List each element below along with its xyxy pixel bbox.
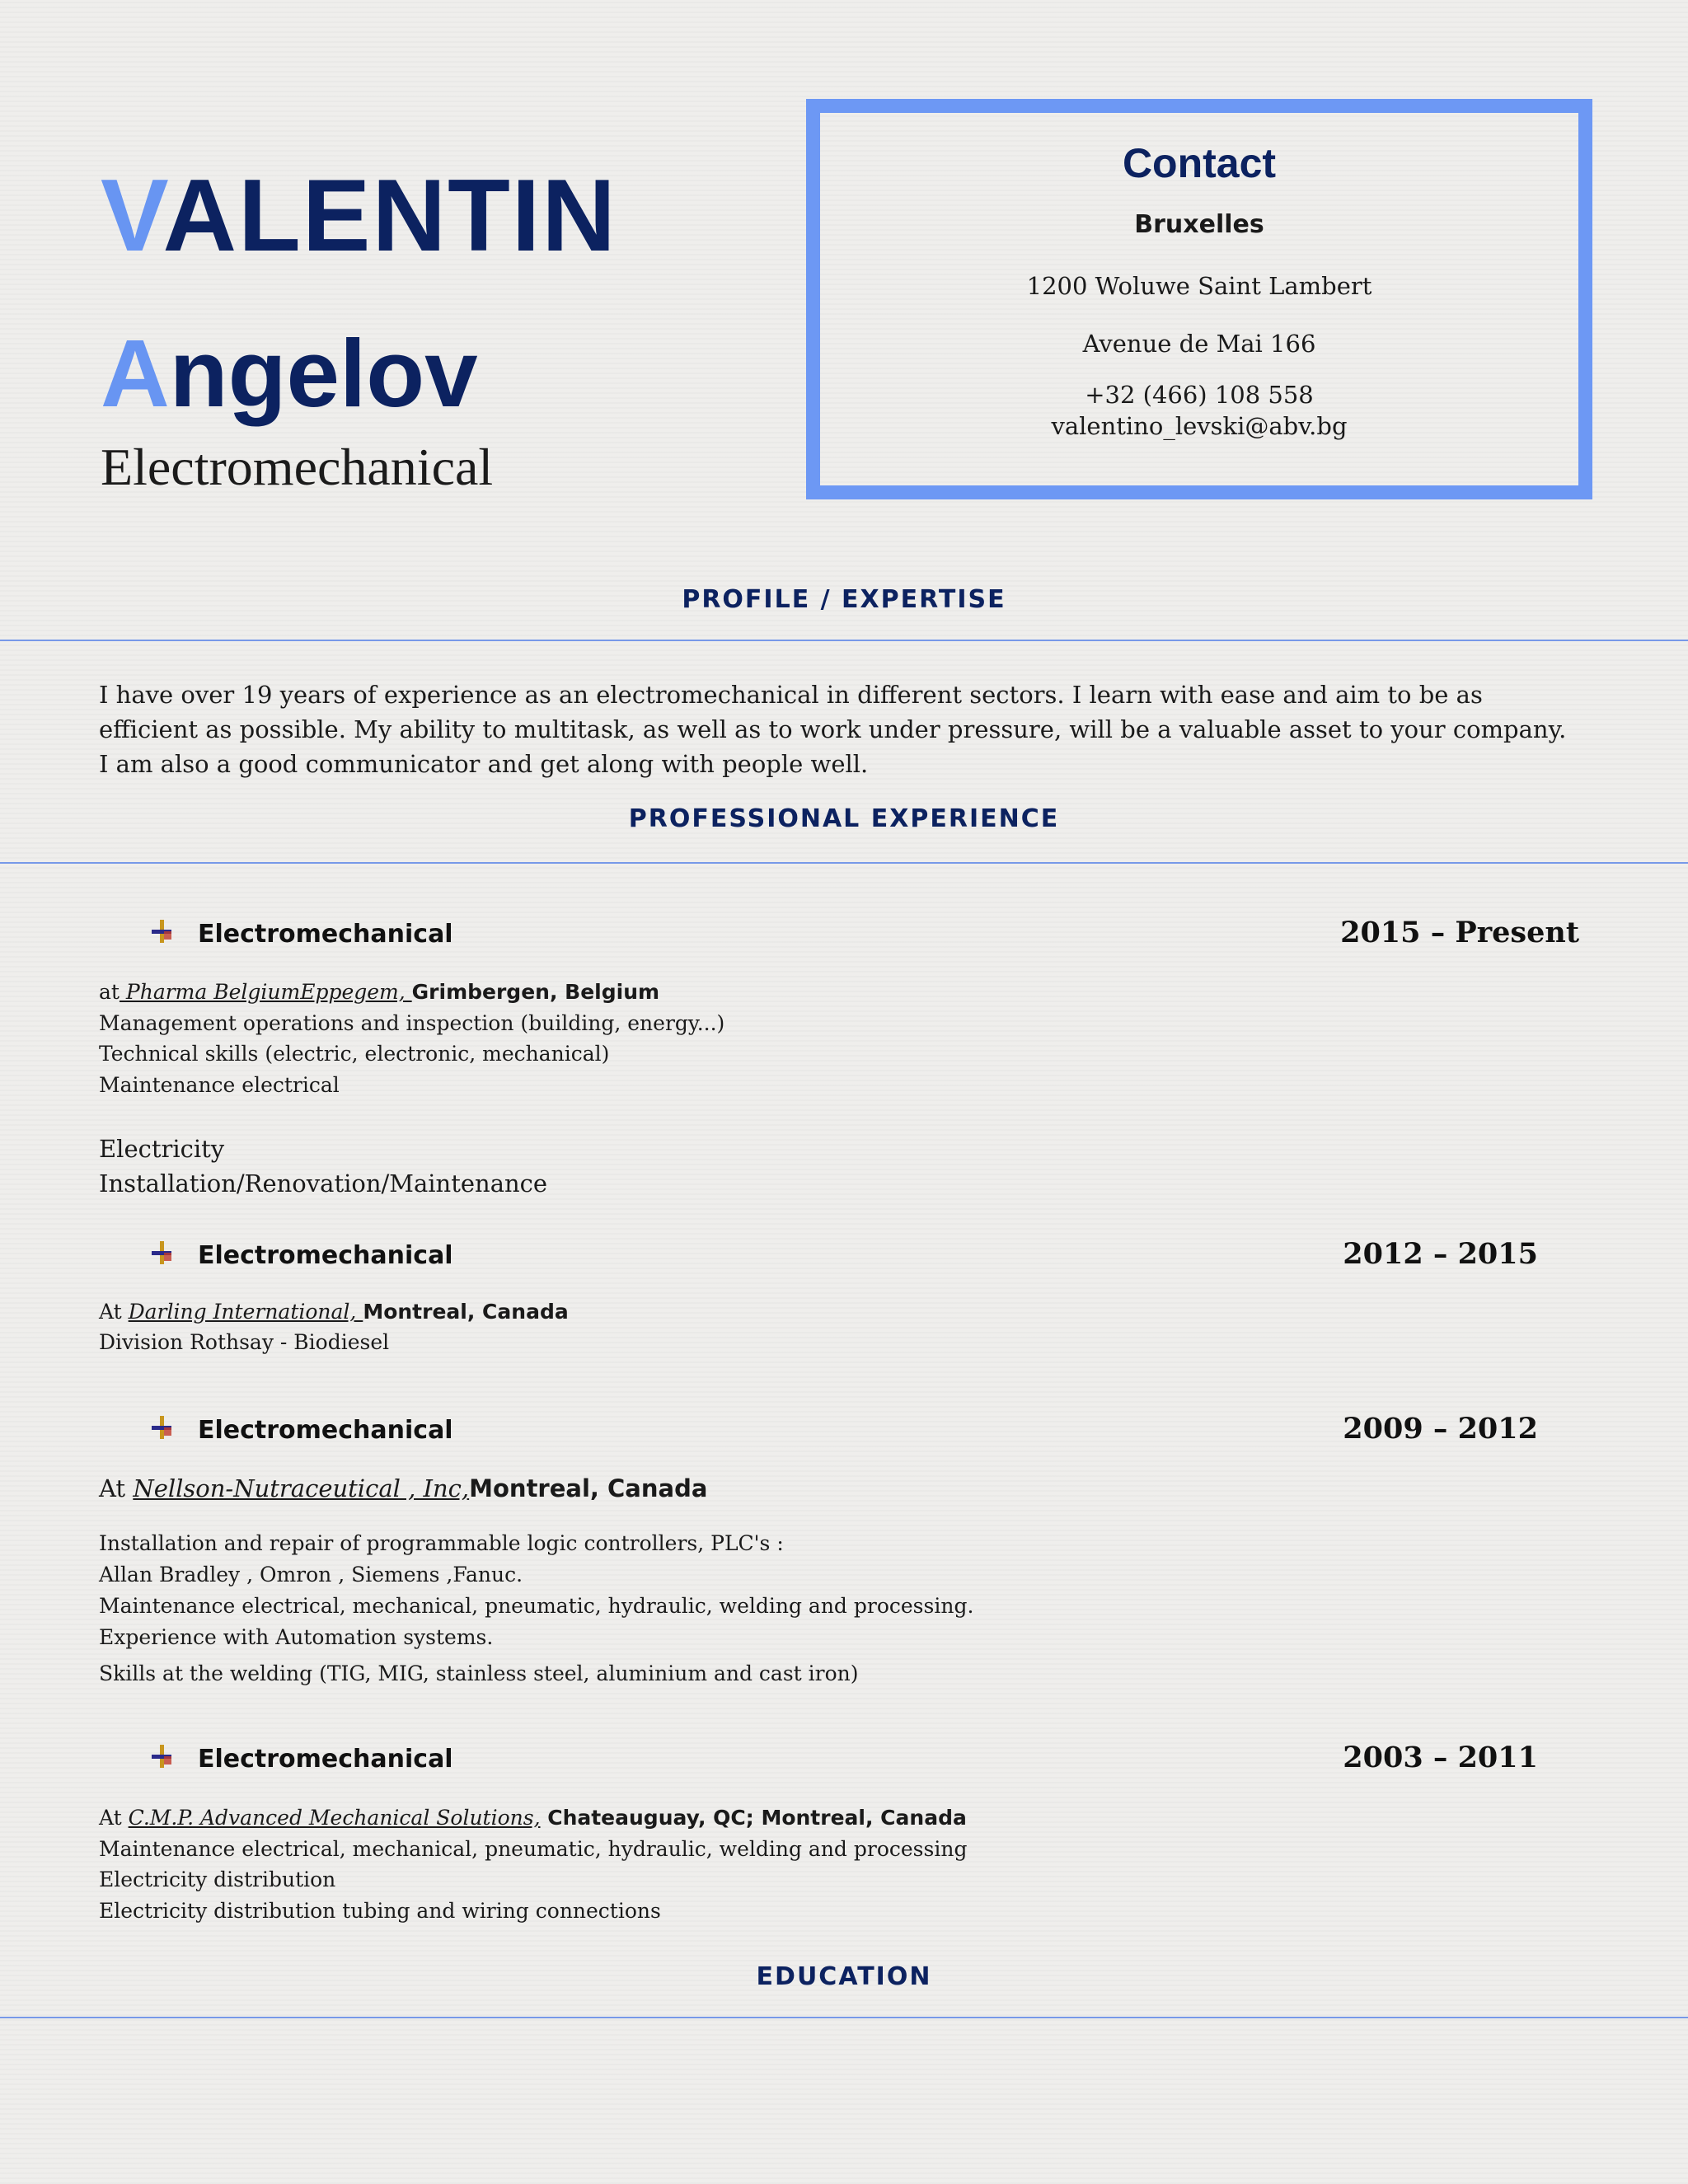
job-duty: Maintenance electrical, mechanical, pneumatic, hydraulic, welding and processing xyxy=(99,1837,968,1861)
job-extra: Installation/Renovation/Maintenance xyxy=(99,1169,548,1197)
company-link[interactable]: Pharma BelgiumEppegem, xyxy=(119,980,412,1004)
job-employer: At Darling International, Montreal, Canada xyxy=(99,1300,569,1324)
contact-email[interactable]: valentino_levski@abv.bg xyxy=(1051,412,1348,440)
contact-postal: 1200 Woluwe Saint Lambert xyxy=(1026,272,1372,300)
first-name xyxy=(101,159,617,273)
job-duty: Management operations and inspection (building, energy...) xyxy=(99,1011,725,1035)
contact-street: Avenue de Mai 166 xyxy=(1082,330,1316,358)
job-employer: at Pharma BelgiumEppegem, Grimbergen, Belgium xyxy=(99,980,660,1004)
first-name-rest: ALENTIN xyxy=(162,159,617,273)
job-duty: Electricity distribution tubing and wiring connections xyxy=(99,1899,661,1923)
company-link[interactable]: C.M.P. Advanced Mechanical Solutions, xyxy=(128,1806,541,1830)
contact-city: Bruxelles xyxy=(1134,210,1264,239)
job-duty: Division Rothsay - Biodiesel xyxy=(99,1330,390,1354)
job-extra: Electricity xyxy=(99,1135,225,1163)
contact-phone: +32 (466) 108 558 xyxy=(1085,381,1314,409)
job-title: Electromechanical xyxy=(198,1241,453,1270)
job-date: 2009 – 2012 xyxy=(1343,1412,1538,1446)
job-employer: At Nellson-Nutraceutical , Inc,Montreal, Canada xyxy=(99,1474,708,1502)
bullet-icon xyxy=(152,1416,171,1439)
bullet-icon xyxy=(152,1745,171,1768)
company-link[interactable]: Darling International, xyxy=(128,1300,363,1324)
job-duty: Experience with Automation systems. xyxy=(99,1625,494,1649)
job-duty: Skills at the welding (TIG, MIG, stainless steel, aluminium and cast iron) xyxy=(99,1661,859,1685)
bullet-icon xyxy=(152,920,171,943)
section-divider xyxy=(0,640,1688,641)
job-date: 2015 – Present xyxy=(1340,916,1579,949)
job-duty: Maintenance electrical, mechanical, pneumatic, hydraulic, welding and processing. xyxy=(99,1594,974,1618)
job-duty: Technical skills (electric, electronic, mechanical) xyxy=(99,1042,610,1066)
section-title-experience: PROFESSIONAL EXPERIENCE xyxy=(628,804,1060,833)
company-link[interactable]: Nellson-Nutraceutical , Inc, xyxy=(133,1474,470,1502)
job-duty: Installation and repair of programmable logic controllers, PLC's : xyxy=(99,1531,784,1555)
last-name xyxy=(101,320,478,427)
job-date: 2012 – 2015 xyxy=(1343,1237,1538,1271)
job-employer: At C.M.P. Advanced Mechanical Solutions, Chateauguay, QC; Montreal, Canada xyxy=(99,1806,967,1830)
last-name-rest: ngelov xyxy=(169,320,478,427)
job-date: 2003 – 2011 xyxy=(1343,1741,1538,1774)
bullet-icon xyxy=(152,1241,171,1264)
job-duty: Maintenance electrical xyxy=(99,1073,340,1097)
contact-box xyxy=(806,99,1592,499)
profile-text: I have over 19 years of experience as an electromechanical in different sectors. I learn with ease and aim to be as efficient as possible. My ability to multitask, as well as to work under pressure, will be a valuable asset to your company. I am also a good communicator and get along with people well. xyxy=(99,681,1567,778)
contact-title: Contact xyxy=(1122,140,1277,186)
job-title: Electromechanical xyxy=(198,1745,453,1774)
first-name-initial: V xyxy=(101,159,163,273)
job-duty: Electricity distribution xyxy=(99,1868,336,1891)
section-title-education: EDUCATION xyxy=(756,1962,932,1991)
section-divider xyxy=(0,862,1688,864)
job-title: Electromechanical xyxy=(198,1416,453,1445)
job-title: Electromechanical xyxy=(198,920,453,949)
job-duty: Allan Bradley , Omron , Siemens ,Fanuc. xyxy=(99,1563,523,1586)
last-name-initial: A xyxy=(101,320,170,427)
section-divider xyxy=(0,2017,1688,2018)
section-title-profile: PROFILE / EXPERTISE xyxy=(682,585,1006,614)
job-role: Electromechanical xyxy=(101,438,494,496)
